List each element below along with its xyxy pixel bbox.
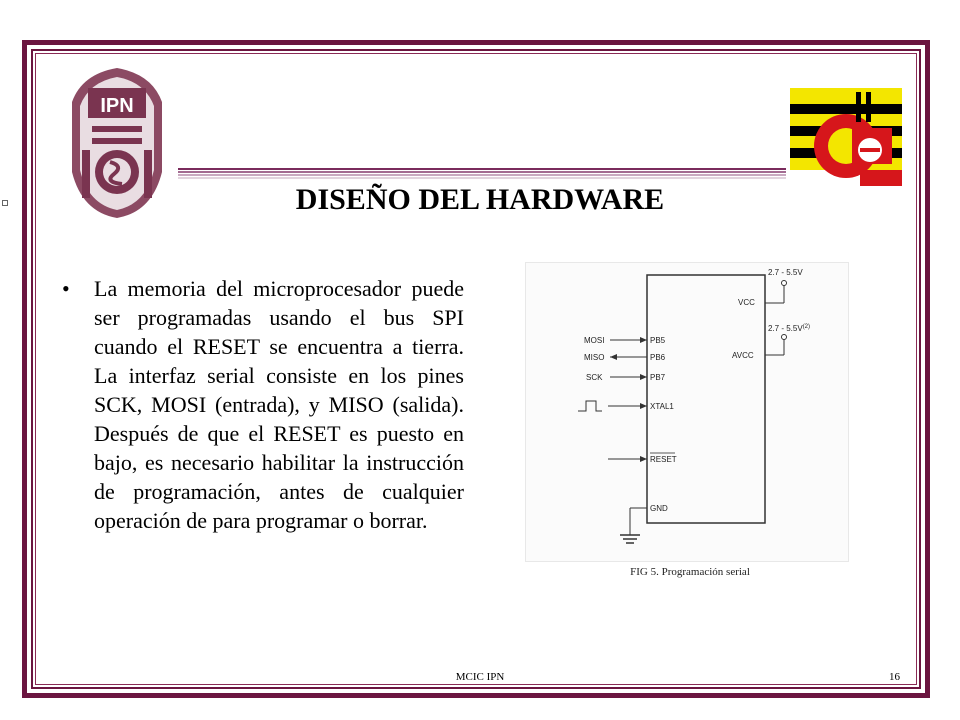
signal-mosi: MOSI bbox=[584, 336, 605, 345]
title-rule-2 bbox=[178, 171, 786, 173]
svg-text:IPN: IPN bbox=[100, 95, 134, 117]
title-rule-1 bbox=[178, 168, 786, 170]
pin-xtal1: XTAL1 bbox=[650, 402, 674, 411]
signal-miso: MISO bbox=[584, 353, 605, 362]
reset-arrow bbox=[640, 456, 647, 462]
page-number: 16 bbox=[889, 671, 900, 683]
edge-marker bbox=[2, 200, 8, 206]
pin-pb7: PB7 bbox=[650, 373, 666, 382]
xtal-arrow bbox=[640, 403, 647, 409]
pin-gnd: GND bbox=[650, 504, 668, 513]
pin-pb6: PB6 bbox=[650, 353, 666, 362]
title-rule-4 bbox=[178, 177, 786, 179]
miso-arrow bbox=[610, 354, 617, 360]
serial-programming-figure bbox=[525, 262, 849, 562]
serial-programming-diagram bbox=[526, 263, 848, 561]
pin-reset: RESET bbox=[650, 455, 677, 464]
ipn-logo bbox=[62, 62, 172, 222]
footer-text: MCIC IPN bbox=[455, 671, 505, 683]
pin-pb5: PB5 bbox=[650, 336, 666, 345]
title-rule-3 bbox=[178, 174, 786, 176]
signal-sck: SCK bbox=[586, 373, 603, 382]
pin-avcc: AVCC bbox=[732, 351, 754, 360]
sck-arrow bbox=[640, 374, 647, 380]
bullet-marker: • bbox=[62, 276, 70, 301]
mosi-arrow bbox=[640, 337, 647, 343]
mcic-logo bbox=[790, 88, 902, 186]
bullet-list bbox=[62, 274, 464, 535]
supply-label-1: 2.7 - 5.5V bbox=[768, 268, 803, 277]
vcc-terminal bbox=[782, 281, 787, 286]
chip-body bbox=[647, 275, 765, 523]
slide-title: DISEÑO DEL HARDWARE bbox=[295, 183, 665, 216]
avcc-terminal bbox=[782, 335, 787, 340]
clock-pulse-icon bbox=[578, 401, 602, 411]
supply-label-2: $2.7 - 5.5V^{(2)}$ bbox=[768, 324, 811, 333]
pin-vcc: VCC bbox=[738, 298, 755, 307]
figure-caption: FIG 5. Programación serial bbox=[630, 566, 750, 578]
bullet-text: La memoria del microprocesador puede ser programadas usando el bus SPI cuando el RESET se encuentra a tierra. La interfaz serial consiste en los pines SCK, MOSI (entrada), y MISO (salida). Después de que el RESET es puesto en bajo, es necesario habilitar la instrucción de programación, antes de cualquier operación de para programar o borrar. bbox=[94, 276, 464, 533]
